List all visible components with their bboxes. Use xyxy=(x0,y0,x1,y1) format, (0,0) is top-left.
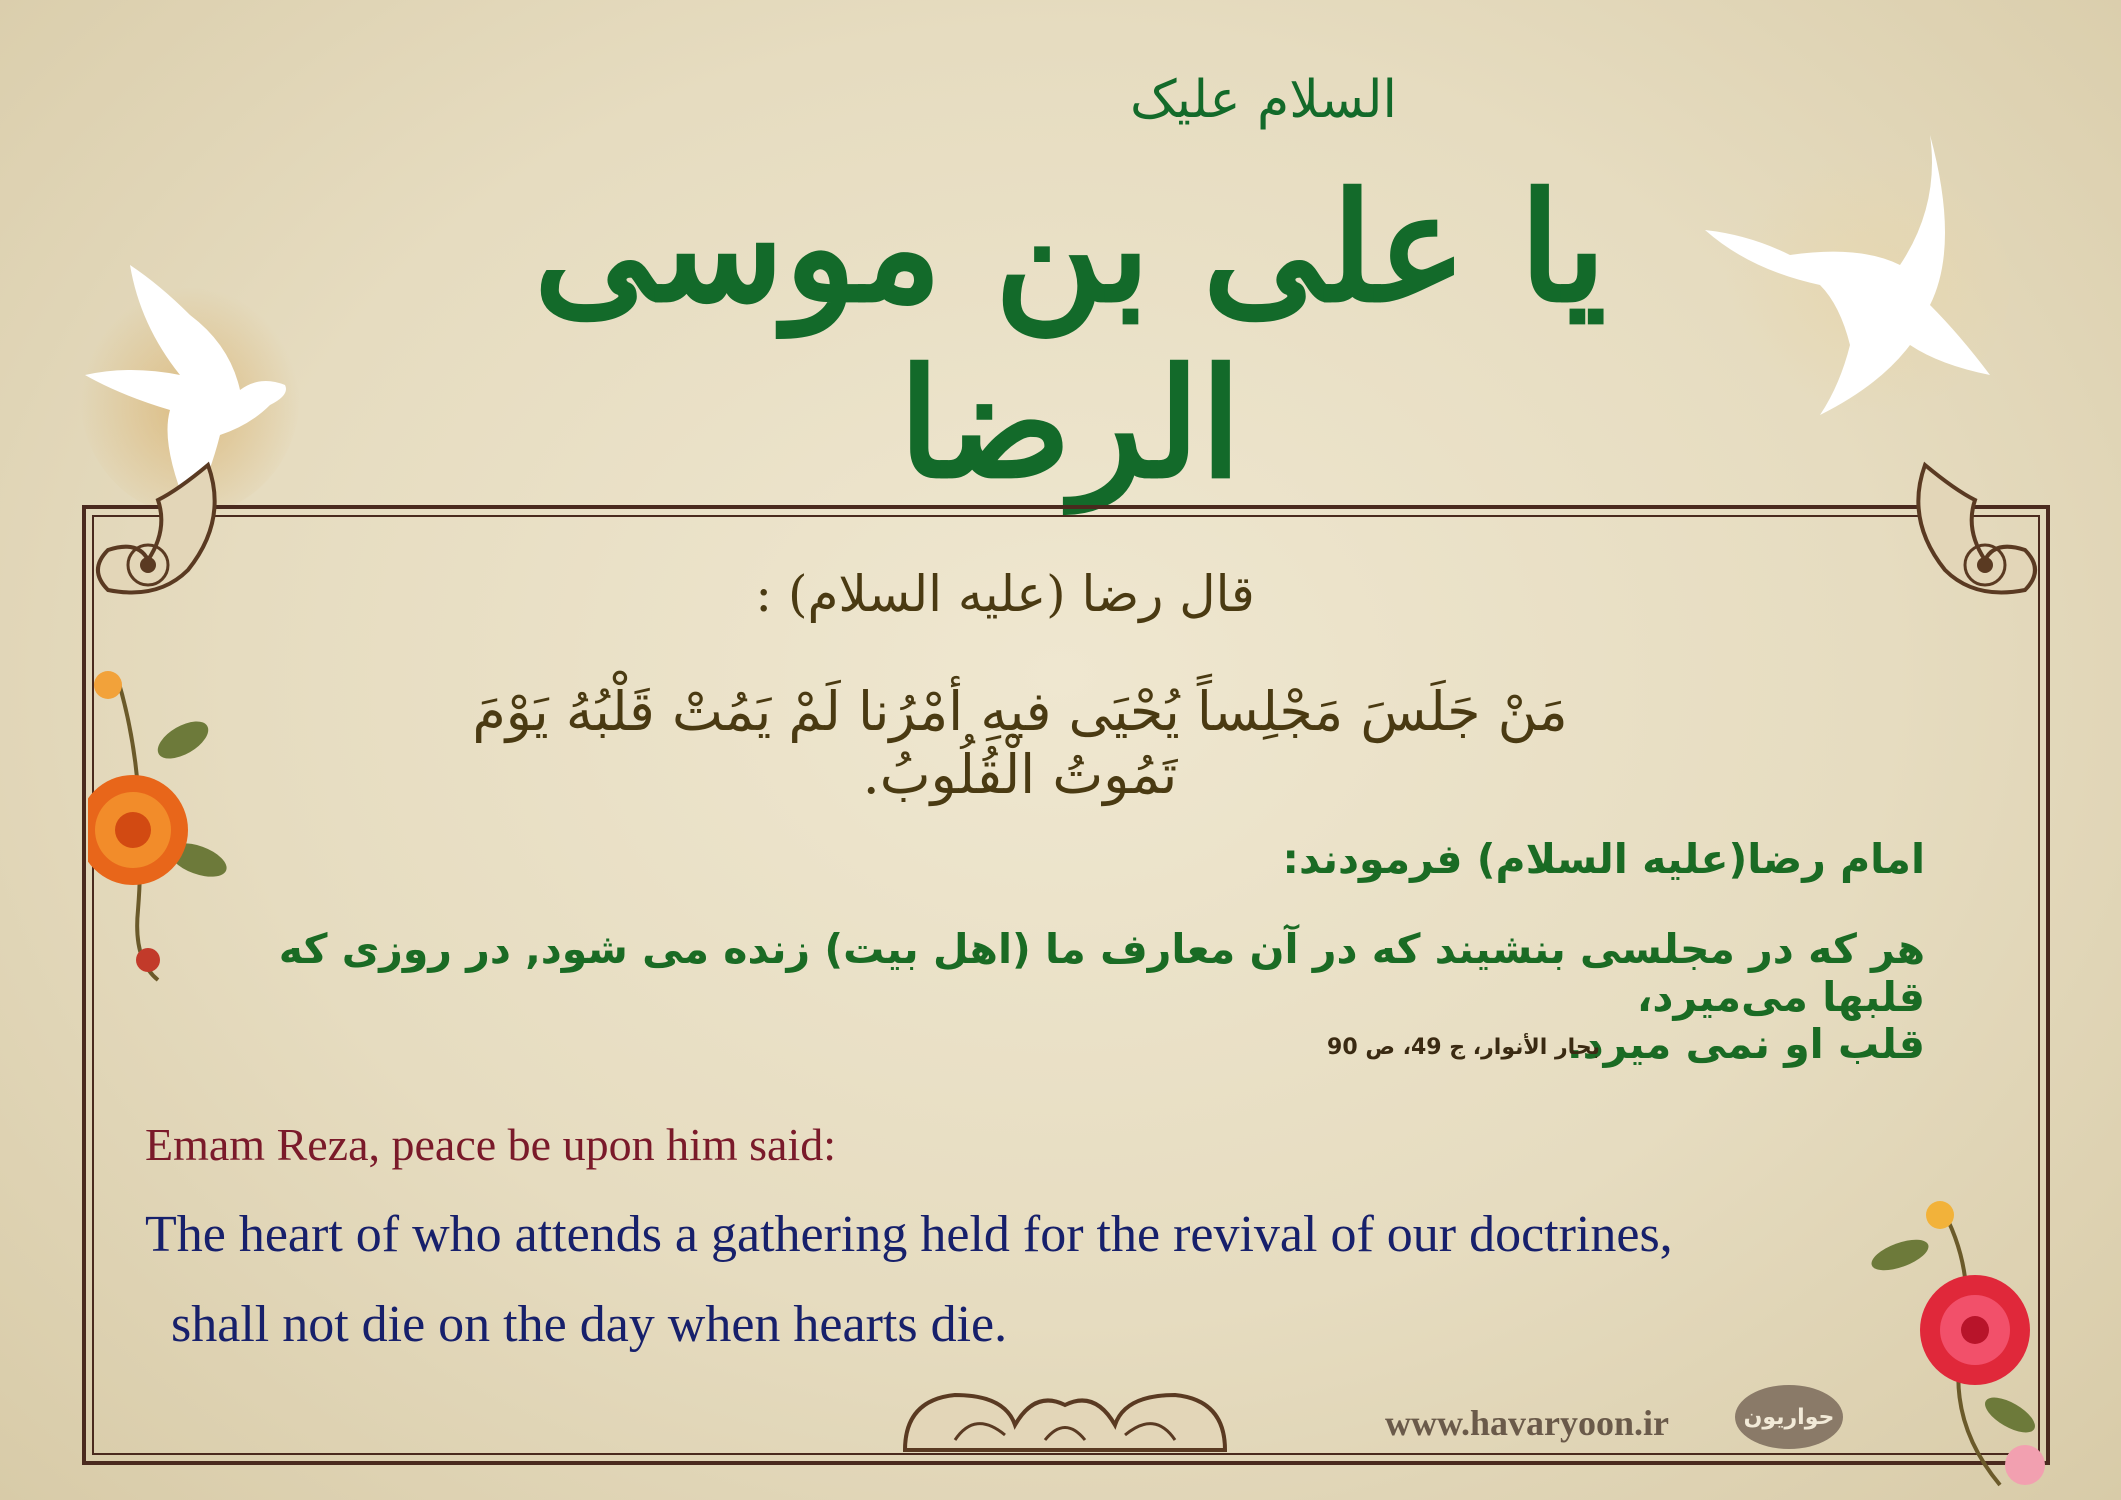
havaryoon-logo xyxy=(1735,1385,1843,1449)
persian-line-1: هر که در مجلسی بنشیند که در آن معارف ما (اهل بیت) زنده می شود, در روزی که قلبها می‌میرد، xyxy=(278,925,1925,1021)
persian-line-2: قلب او نمی میرد. xyxy=(1567,1020,1925,1068)
logo-text: حواریون xyxy=(1743,1404,1835,1430)
top-left-corner-ornament-icon xyxy=(88,460,228,620)
persian-source-reference: بحار الأنوار، ج 49، ص 90 xyxy=(1327,1035,1600,1060)
persian-heading: امام رضا(علیه السلام) فرمودند: xyxy=(1282,835,1925,883)
left-flower-icon xyxy=(88,660,228,990)
right-dove-icon xyxy=(1690,125,2010,425)
english-line-1: The heart of who attends a gathering held for the revival of our doctrines, xyxy=(145,1206,1673,1263)
calligraphy-salam: السلام علیک xyxy=(1130,70,1397,130)
hadith-intro: قال رضا (علیه السلام) : xyxy=(755,565,1255,623)
english-heading: Emam Reza, peace be upon him said: xyxy=(145,1119,837,1170)
top-right-corner-ornament-icon xyxy=(1905,460,2045,620)
calligraphy-header xyxy=(470,40,1670,510)
bottom-center-ornament-icon xyxy=(895,1380,1235,1460)
english-line-2: shall not die on the day when hearts die. xyxy=(158,1296,1008,1353)
website-link[interactable]: www.havaryoon.ir xyxy=(1385,1403,1670,1443)
right-flower-icon xyxy=(1860,1195,2050,1495)
calligraphy-title: یا علی بن موسی الرضا xyxy=(533,160,1607,512)
hadith-arabic-text: مَنْ جَلَسَ مَجْلِساً یُحْیَی فیهِ أمْرُنا لَمْ یَمُتْ قَلْبُهُ یَوْمَ تَمُوتُ الْقُلُوبُ. xyxy=(472,680,1568,806)
